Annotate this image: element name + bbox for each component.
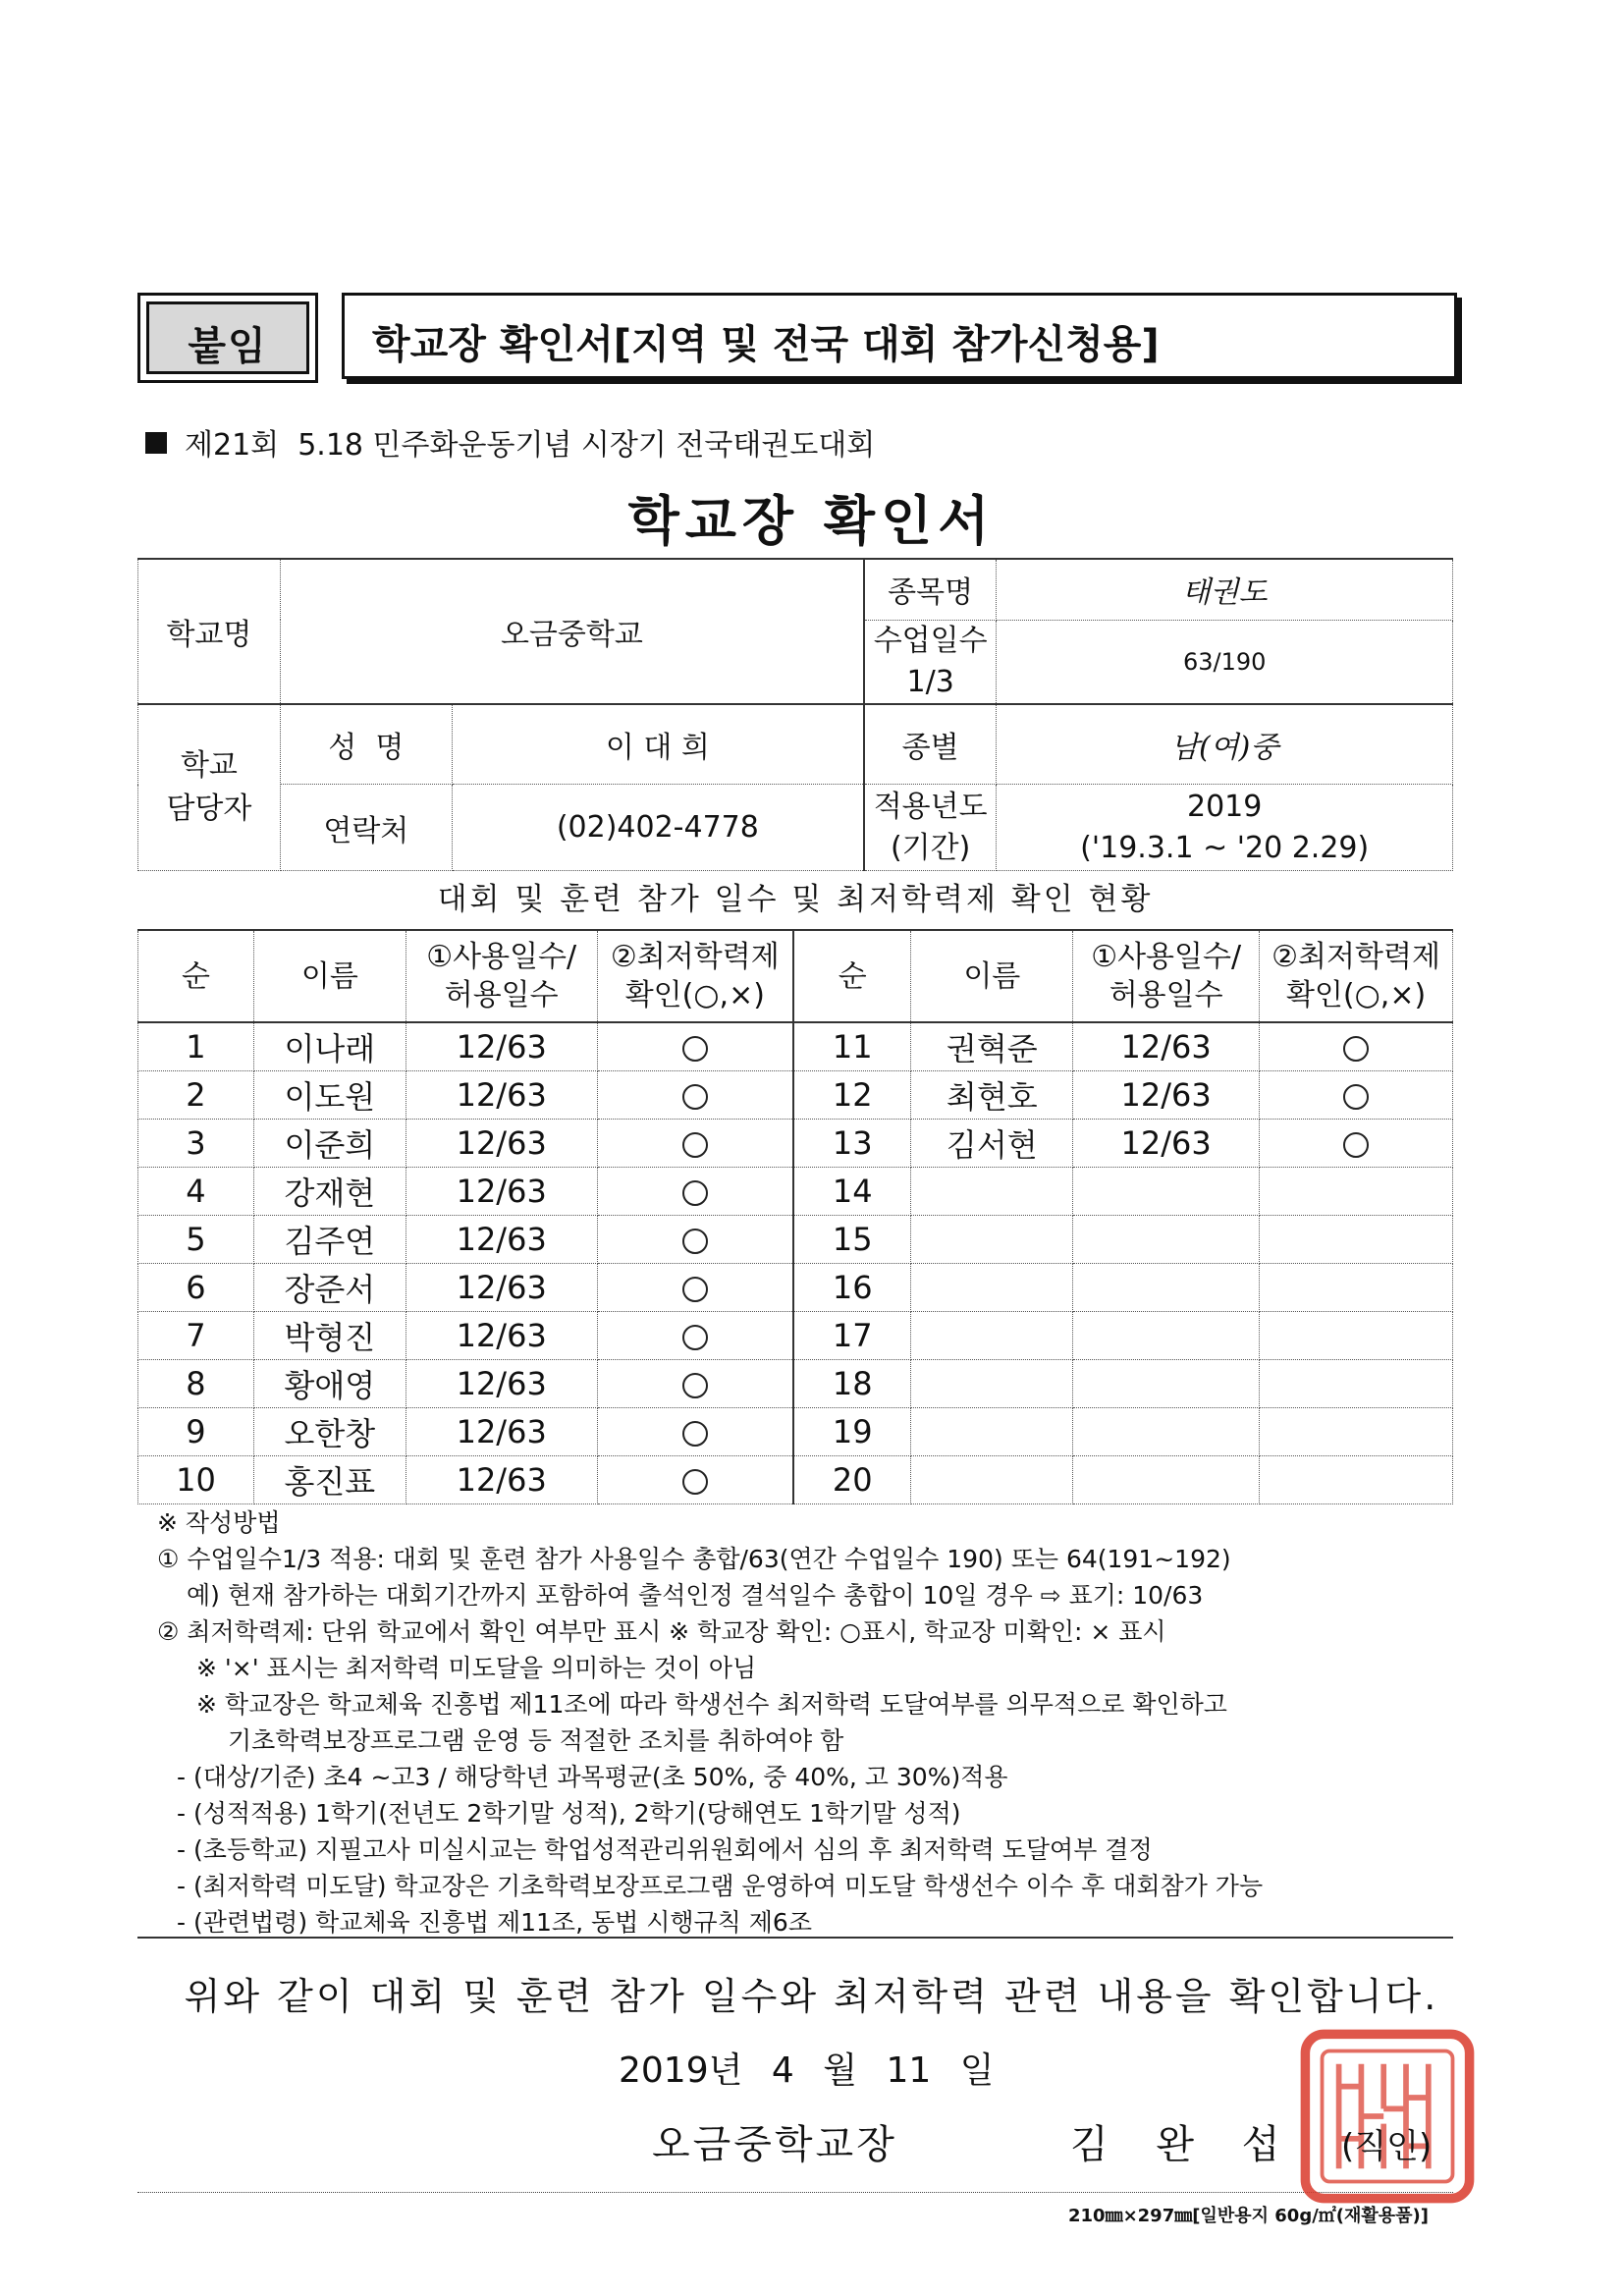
row-name: 김주연	[253, 1216, 406, 1264]
row-days: 12/63	[406, 1264, 597, 1312]
detail-5: - (관련법령) 학교체육 진흥법 제11조, 동법 시행규칙 제6조	[177, 1908, 812, 1937]
circle-check-icon	[682, 1036, 708, 1062]
row-check	[1260, 1456, 1453, 1504]
row-no: 19	[793, 1408, 911, 1456]
row-check	[597, 1408, 793, 1456]
date-year: 2019년	[619, 2050, 743, 2091]
row-name: 황애영	[253, 1360, 406, 1408]
row-days: 12/63	[406, 1360, 597, 1408]
seal-label: (직인)	[1341, 2127, 1433, 2166]
circle-check-icon	[682, 1469, 708, 1495]
row-days	[1073, 1168, 1260, 1216]
row-name	[911, 1360, 1073, 1408]
row-no: 1	[138, 1022, 254, 1071]
school-name: 오금중학교	[280, 559, 864, 704]
event-value: 태권도	[997, 559, 1453, 620]
participant-roster-table	[137, 929, 1453, 1504]
circle-check-icon	[682, 1325, 708, 1350]
row-no: 8	[138, 1360, 254, 1408]
row-check	[597, 1022, 793, 1071]
principal-title: 오금중학교장	[652, 2122, 897, 2167]
row-days: 12/63	[406, 1456, 597, 1504]
row-check	[597, 1312, 793, 1360]
row-days	[1073, 1360, 1260, 1408]
confirmation-statement: 위와 같이 대회 및 훈련 참가 일수와 최저학력 관련 내용을 확인합니다.	[184, 1975, 1439, 2018]
circle-check-icon	[1343, 1084, 1369, 1110]
header-check-right	[1260, 930, 1453, 1022]
detail-4: - (최저학력 미도달) 학교장은 기초학력보장프로그램 운영하여 미도달 학생선수 이수 후 대회참가 가능	[177, 1872, 1264, 1900]
header-days-right	[1073, 930, 1260, 1022]
row-check	[1260, 1071, 1453, 1120]
paper-spec-note: 210㎜×297㎜[일반용지 60g/㎡(재활용품)]	[1068, 2206, 1430, 2226]
row-days: 12/63	[1073, 1120, 1260, 1168]
circle-check-icon	[682, 1084, 708, 1110]
divider	[137, 1937, 1453, 1939]
row-no: 10	[138, 1456, 254, 1504]
row-days: 12/63	[406, 1022, 597, 1071]
row-name: 김서현	[911, 1120, 1073, 1168]
note-2-remark-c: 기초학력보장프로그램 운영 등 적절한 조치를 취하여야 함	[228, 1726, 844, 1755]
divider	[137, 2192, 1453, 2193]
row-check	[1260, 1360, 1453, 1408]
row-days: 12/63	[406, 1071, 597, 1120]
writing-instructions	[157, 1504, 1463, 1941]
row-check	[1260, 1312, 1453, 1360]
header-check-line1: ②최저학력제	[1271, 940, 1440, 974]
event-line	[145, 420, 875, 464]
row-name: 이나래	[253, 1022, 406, 1071]
row-no: 3	[138, 1120, 254, 1168]
principal-name: 김 완 섭	[1070, 2122, 1298, 2167]
row-days	[1073, 1312, 1260, 1360]
row-check	[597, 1168, 793, 1216]
classdays-value: 63/190	[997, 620, 1453, 704]
roster-section-title: 대회 및 훈련 참가 일수 및 최저학력제 확인 현황	[437, 882, 1154, 917]
row-no: 11	[793, 1022, 911, 1071]
row-no: 13	[793, 1120, 911, 1168]
row-name: 권혁준	[911, 1022, 1073, 1071]
contact-value: (02)402-4778	[452, 785, 864, 871]
header-check-left	[597, 930, 793, 1022]
document-title: 학교장 확인서	[627, 490, 996, 552]
date-month-unit: 월	[823, 2050, 857, 2091]
attachment-label: 붙임	[188, 324, 268, 369]
row-no: 14	[793, 1168, 911, 1216]
circle-check-icon	[1343, 1036, 1369, 1062]
row-no: 4	[138, 1168, 254, 1216]
row-no: 16	[793, 1264, 911, 1312]
header-days-line2: 허용일수	[1109, 978, 1223, 1012]
header-name-left: 이름	[253, 930, 406, 1022]
header-check-line2: 확인(○,×)	[624, 978, 765, 1012]
row-name	[911, 1456, 1073, 1504]
row-check	[1260, 1022, 1453, 1071]
manager-label-1: 학교	[180, 748, 238, 784]
manager-label-2: 담당자	[166, 791, 252, 826]
circle-check-icon	[682, 1132, 708, 1158]
row-no: 17	[793, 1312, 911, 1360]
school-label: 학교명	[138, 559, 281, 704]
row-no: 15	[793, 1216, 911, 1264]
row-no: 9	[138, 1408, 254, 1456]
row-no: 2	[138, 1071, 254, 1120]
name-label: 성 명	[280, 704, 452, 785]
event-name: 제21회 5.18 민주화운동기념 시장기 전국태권도대회	[185, 428, 876, 463]
header-days-line2: 허용일수	[444, 978, 559, 1012]
row-no: 12	[793, 1071, 911, 1120]
manager-label	[138, 704, 281, 871]
row-check	[1260, 1408, 1453, 1456]
row-no: 5	[138, 1216, 254, 1264]
date-day-unit: 일	[959, 2050, 995, 2091]
notes-heading: ※ 작성방법	[157, 1508, 281, 1537]
row-name	[911, 1264, 1073, 1312]
header-no-right: 순	[793, 930, 911, 1022]
note-1: ① 수업일수1/3 적용: 대회 및 훈련 참가 사용일수 총합/63(연간 수업일수 190) 또는 64(191~192)	[157, 1545, 1231, 1573]
table-row	[138, 1120, 1453, 1168]
row-check	[597, 1264, 793, 1312]
row-check	[597, 1456, 793, 1504]
table-row	[138, 1168, 1453, 1216]
row-days: 12/63	[406, 1312, 597, 1360]
row-name: 오한창	[253, 1408, 406, 1456]
header-days-line1: ①사용일수/	[426, 940, 577, 974]
row-days: 12/63	[406, 1216, 597, 1264]
event-label: 종목명	[864, 559, 997, 620]
year-value-1: 2019	[1187, 789, 1263, 824]
row-days	[1073, 1216, 1260, 1264]
year-value-2: ('19.3.1 ~ '20 2.29)	[1080, 830, 1370, 865]
row-name	[911, 1408, 1073, 1456]
row-days	[1073, 1408, 1260, 1456]
classdays-label-1: 수업일수	[873, 623, 988, 658]
row-check	[597, 1360, 793, 1408]
circle-check-icon	[1343, 1132, 1369, 1158]
note-2-remark-a: ※ '×' 표시는 최저학력 미도달을 의미하는 것이 아님	[196, 1654, 757, 1682]
row-check	[1260, 1216, 1453, 1264]
note-2-remark-b: ※ 학교장은 학교체육 진흥법 제11조에 따라 학생선수 최저학력 도달여부를 의무적으로 확인하고	[196, 1690, 1227, 1719]
header-check-line2: 확인(○,×)	[1285, 978, 1427, 1012]
row-check	[597, 1216, 793, 1264]
year-value	[997, 785, 1453, 871]
classdays-label	[864, 620, 997, 704]
row-name: 최현호	[911, 1071, 1073, 1120]
table-row	[138, 1071, 1453, 1120]
form-title-box	[342, 293, 1457, 379]
row-check	[1260, 1264, 1453, 1312]
row-name	[911, 1312, 1073, 1360]
category-value: 남(여)중	[997, 704, 1453, 785]
row-days	[1073, 1456, 1260, 1504]
row-name	[911, 1216, 1073, 1264]
category-label: 종별	[864, 704, 997, 785]
name-value: 이 대 희	[452, 704, 864, 785]
table-row	[138, 1216, 1453, 1264]
row-check	[1260, 1168, 1453, 1216]
header-days-left	[406, 930, 597, 1022]
bullet-square-icon	[145, 432, 167, 454]
table-row	[138, 1022, 1453, 1071]
detail-3: - (초등학교) 지필고사 미실시교는 학업성적관리위원회에서 심의 후 최저학력 도달여부 결정	[177, 1835, 1153, 1864]
year-label	[864, 785, 997, 871]
circle-check-icon	[682, 1180, 708, 1206]
table-row	[138, 1360, 1453, 1408]
circle-check-icon	[682, 1277, 708, 1302]
school-info-table	[137, 558, 1453, 871]
row-days: 12/63	[406, 1120, 597, 1168]
table-row	[138, 1312, 1453, 1360]
official-seal-stamp	[1294, 2023, 1481, 2210]
circle-check-icon	[682, 1373, 708, 1398]
row-name: 홍진표	[253, 1456, 406, 1504]
row-check	[1260, 1120, 1453, 1168]
row-name: 이준희	[253, 1120, 406, 1168]
header-no-left: 순	[138, 930, 254, 1022]
date-day: 11	[886, 2050, 932, 2091]
row-days: 12/63	[406, 1168, 597, 1216]
table-row	[138, 1456, 1453, 1504]
row-name: 강재현	[253, 1168, 406, 1216]
header-name-right: 이름	[911, 930, 1073, 1022]
row-days: 12/63	[1073, 1071, 1260, 1120]
year-label-2: (기간)	[890, 830, 971, 865]
year-label-1: 적용년도	[873, 789, 988, 824]
note-2: ② 최저학력제: 단위 학교에서 확인 여부만 표시 ※ 학교장 확인: ○표시, 학교장 미확인: × 표시	[157, 1617, 1166, 1646]
detail-2: - (성적적용) 1학기(전년도 2학기말 성적), 2학기(당해연도 1학기말 성적)	[177, 1799, 961, 1828]
row-name: 박형진	[253, 1312, 406, 1360]
note-1-example: 예) 현재 참가하는 대회기간까지 포함하여 출석인정 결석일수 총합이 10일 경우 ⇨ 표기: 10/63	[187, 1581, 1204, 1610]
detail-1: - (대상/기준) 초4 ~고3 / 해당학년 과목평균(초 50%, 중 40%, 고 30%)적용	[177, 1763, 1008, 1791]
row-check	[597, 1071, 793, 1120]
form-title: 학교장 확인서[지역 및 전국 대회 참가신청용]	[372, 322, 1160, 367]
header-days-line1: ①사용일수/	[1091, 940, 1242, 974]
row-days: 12/63	[406, 1408, 597, 1456]
attachment-badge	[137, 293, 318, 383]
table-row	[138, 1408, 1453, 1456]
circle-check-icon	[682, 1421, 708, 1447]
row-days: 12/63	[1073, 1022, 1260, 1071]
row-no: 6	[138, 1264, 254, 1312]
confirmation-date	[619, 2043, 1012, 2093]
table-row	[138, 1264, 1453, 1312]
roster-header-row	[138, 930, 1453, 1022]
header-check-line1: ②최저학력제	[610, 940, 780, 974]
row-name: 장준서	[253, 1264, 406, 1312]
row-no: 7	[138, 1312, 254, 1360]
row-days	[1073, 1264, 1260, 1312]
row-name	[911, 1168, 1073, 1216]
row-name: 이도원	[253, 1071, 406, 1120]
row-check	[597, 1120, 793, 1168]
date-month: 4	[771, 2050, 794, 2091]
contact-label: 연락처	[280, 785, 452, 871]
row-no: 20	[793, 1456, 911, 1504]
circle-check-icon	[682, 1229, 708, 1254]
row-no: 18	[793, 1360, 911, 1408]
classdays-label-2: 1/3	[906, 664, 954, 699]
